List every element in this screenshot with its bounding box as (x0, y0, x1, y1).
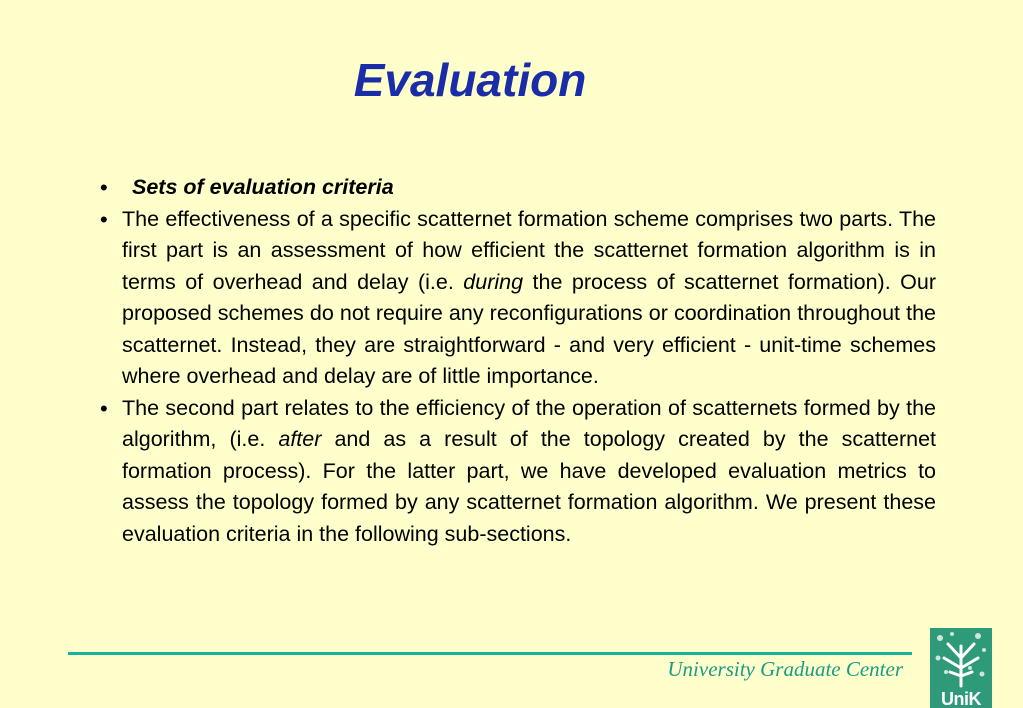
paragraph-text: and as a result of the topology created by the scatternet formation process). For the latter part, we have developed evaluation metrics to assess the topology formed by any scatternet formation algorithm. We present these evaluation criteria in the following sub-sections. (122, 427, 937, 546)
bullet-icon: • (100, 395, 108, 421)
bullet-heading: Sets of evaluation criteria (132, 175, 394, 199)
bullet-item (100, 172, 936, 204)
bullet-item (100, 204, 936, 393)
slide-body (100, 172, 936, 550)
slide-title: Evaluation (353, 54, 587, 106)
paragraph-text: The effectiveness of a specific scatternet formation scheme comprises two parts. The first part is an assessment of how efficient the scatternet formation algorithm is in terms of overhead and delay (i.e. (122, 206, 936, 294)
emphasis-text: during (463, 269, 524, 294)
bullet-icon: • (100, 206, 108, 232)
paragraph-text: the process of scatternet formation). Our proposed schemes do not require any reconfigurations or coordination throughout the scatternet. Instead, they are straightforward - and very efficient - unit-time schemes where overhead and delay are of little importance. (122, 269, 936, 388)
footer-divider (68, 652, 912, 655)
bullet-item (100, 393, 936, 551)
bullet-paragraph (122, 393, 936, 551)
bullet-icon: • (100, 175, 108, 200)
paragraph-text: The second part relates to the efficiency of the operation of scatternets formed by the algorithm, (i.e. (122, 395, 936, 451)
unik-logo (930, 628, 992, 708)
emphasis-text: after (278, 427, 322, 451)
footer-institution: University Graduate Center (667, 657, 903, 681)
logo-wordmark: UniK (941, 689, 981, 708)
bullet-paragraph (122, 204, 936, 393)
